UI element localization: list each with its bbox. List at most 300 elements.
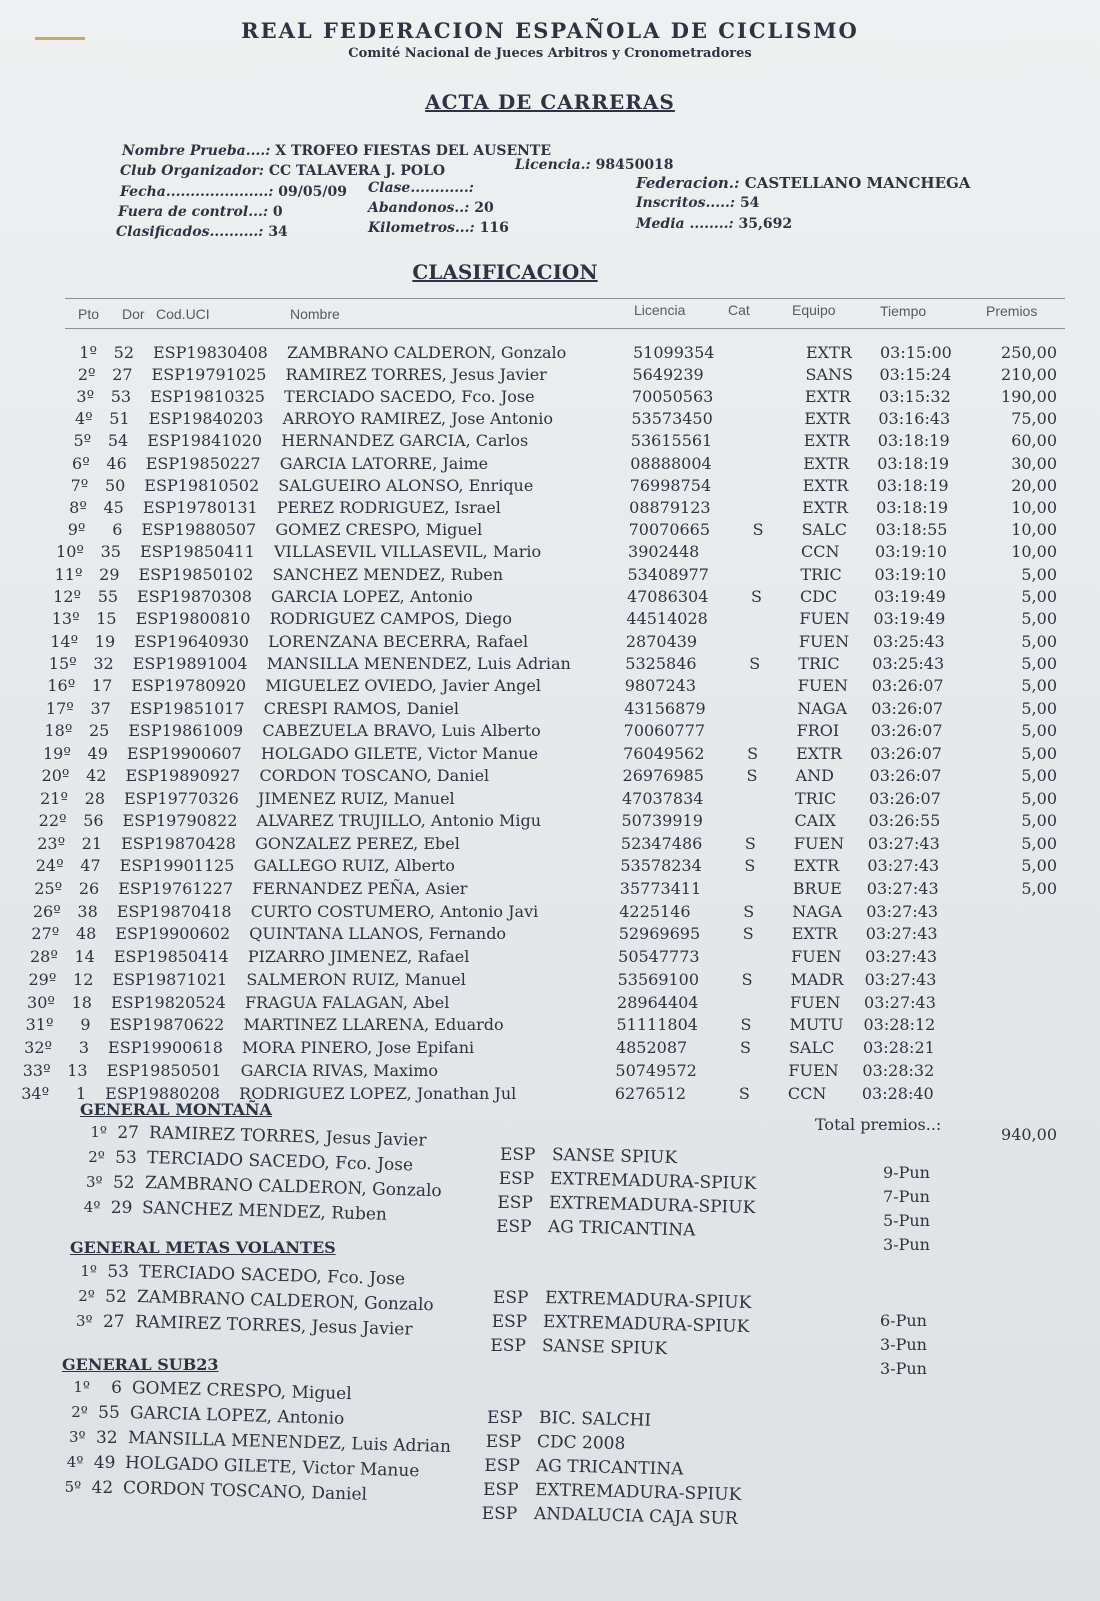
item-team: EXTREMADURA-SPIUK	[550, 1169, 757, 1195]
row-team: FUEN	[799, 609, 850, 629]
row-time: 03:18:19	[876, 475, 949, 495]
item-country: ESP	[481, 1504, 518, 1524]
info-nombre: Nombre Prueba....: X TROFEO FIESTAS DEL AUSENTE	[122, 143, 551, 159]
committee-subtitle: Comité Nacional de Jueces Arbitros y Cronometradores	[348, 46, 752, 61]
row-position: 12º	[53, 587, 82, 606]
row-licencia: 52347486	[620, 833, 703, 853]
row-licencia: 6276512	[614, 1083, 687, 1103]
table-row	[0, 409, 1100, 431]
row-team: FUEN	[797, 676, 849, 696]
table-row	[0, 993, 1100, 1015]
row-premio: 5,00	[1021, 631, 1057, 651]
table-row	[0, 1015, 1100, 1037]
row-cat: S	[744, 833, 756, 853]
row-dorsal: 50	[104, 475, 126, 495]
item-dorsal: 27	[102, 1312, 125, 1332]
row-licencia: 52969695	[618, 924, 701, 944]
table-row	[0, 454, 1100, 476]
row-premio: 5,00	[1021, 564, 1057, 584]
row-uci-code: ESP19880208	[105, 1083, 220, 1103]
item-dorsal: 6	[111, 1378, 122, 1398]
item-dorsal: 52	[105, 1287, 127, 1307]
row-premio: 5,00	[1021, 879, 1057, 899]
row-name: ZAMBRANO CALDERON, Gonzalo	[287, 343, 567, 362]
row-team: EXTR	[791, 924, 838, 944]
row-cat: S	[740, 1015, 752, 1035]
item-team: ANDALUCIA CAJA SUR	[533, 1504, 738, 1529]
col-header-licencia: Licencia	[634, 302, 686, 318]
item-points: 7-Pun	[883, 1187, 930, 1206]
table-row	[0, 902, 1100, 924]
row-time: 03:27:43	[866, 901, 939, 921]
item-position: 4º	[83, 1198, 101, 1216]
row-dorsal: 26	[78, 879, 100, 899]
item-team-line	[490, 1336, 668, 1360]
row-dorsal: 15	[96, 609, 117, 629]
row-premio: 10,00	[1011, 542, 1057, 562]
row-dorsal: 54	[107, 431, 129, 451]
document-title: ACTA DE CARRERAS	[425, 90, 675, 114]
row-position: 27º	[31, 924, 60, 944]
item-team: AG TRICANTINA	[547, 1217, 696, 1241]
row-uci-code: ESP19870428	[121, 833, 236, 853]
row-time: 03:27:43	[866, 879, 939, 899]
row-premio: 5,00	[1021, 856, 1057, 876]
row-time: 03:26:07	[869, 788, 941, 808]
item-name: RAMIREZ TORRES, Jesus Javier	[148, 1123, 427, 1151]
row-dorsal: 35	[100, 542, 121, 562]
table-row	[0, 609, 1100, 631]
row-position: 29º	[28, 969, 57, 989]
table-row	[0, 387, 1100, 409]
table-row	[0, 856, 1100, 878]
item-team: AG TRICANTINA	[535, 1456, 684, 1480]
item-position: 2º	[78, 1287, 95, 1305]
row-time: 03:28:12	[863, 1015, 936, 1035]
row-position: 21º	[40, 788, 68, 808]
item-team: EXTREMADURA-SPIUK	[544, 1288, 752, 1314]
row-position: 16º	[47, 676, 76, 696]
row-dorsal: 38	[77, 901, 98, 921]
item-country: ESP	[483, 1480, 519, 1500]
item-position: 1º	[90, 1123, 107, 1141]
table-row	[0, 879, 1100, 901]
item-country: ESP	[491, 1312, 528, 1332]
col-header-cat: Cat	[728, 302, 750, 318]
list-item	[0, 1478, 1100, 1505]
info-clase: Clase............:	[368, 180, 474, 196]
list-item	[0, 1378, 1100, 1405]
row-position: 10º	[56, 542, 84, 562]
row-licencia: 76998754	[629, 475, 712, 495]
row-name: CURTO COSTUMERO, Antonio Javi	[250, 901, 539, 921]
table-row	[0, 789, 1100, 811]
row-uci-code: ESP19850501	[106, 1060, 222, 1080]
row-position: 23º	[37, 833, 66, 853]
row-licencia: 51099354	[633, 343, 715, 362]
row-position: 34º	[21, 1083, 50, 1103]
row-time: 03:15:00	[880, 343, 952, 362]
row-dorsal: 9	[80, 1015, 91, 1035]
item-name: ZAMBRANO CALDERON, Gonzalo	[136, 1287, 434, 1316]
item-name: GOMEZ CRESPO, Miguel	[131, 1378, 352, 1405]
row-dorsal: 1	[75, 1083, 87, 1103]
row-team: EXTR	[793, 856, 840, 876]
row-uci-code: ESP19850414	[113, 947, 229, 967]
row-name: SALMERON RUIZ, Manuel	[246, 969, 466, 989]
row-name: RAMIREZ TORRES, Jesus Javier	[285, 365, 547, 385]
row-position: 26º	[32, 901, 61, 921]
item-position: 3º	[68, 1428, 86, 1446]
col-header-dor: Dor	[122, 306, 145, 322]
row-licencia: 53408977	[627, 564, 709, 584]
row-uci-code: ESP19900602	[115, 924, 231, 944]
row-name: HERNANDEZ GARCIA, Carlos	[281, 431, 529, 451]
row-name: RODRIGUEZ LOPEZ, Jonathan Jul	[239, 1083, 517, 1103]
row-dorsal: 17	[91, 676, 113, 696]
row-position: 17º	[45, 698, 74, 718]
row-uci-code: ESP19761227	[118, 879, 234, 899]
row-position: 3º	[76, 387, 95, 407]
row-time: 03:27:43	[865, 947, 937, 967]
row-name: GARCIA LOPEZ, Antonio	[271, 587, 473, 606]
item-name: TERCIADO SACEDO, Fco. Jose	[138, 1262, 406, 1290]
row-time: 03:26:07	[870, 721, 943, 741]
row-licencia: 51111804	[616, 1015, 698, 1035]
row-licencia: 5325846	[625, 654, 697, 674]
row-licencia: 50547773	[618, 947, 700, 967]
row-premio: 5,00	[1021, 676, 1057, 696]
row-licencia: 70070665	[628, 520, 711, 540]
row-dorsal: 46	[106, 453, 127, 473]
item-points: 3-Pun	[883, 1235, 930, 1254]
list-item	[0, 1428, 1100, 1458]
row-premio: 5,00	[1021, 587, 1057, 606]
item-team: BIC. SALCHI	[538, 1408, 652, 1431]
item-dorsal: 29	[110, 1198, 133, 1218]
row-uci-code: ESP19891004	[132, 654, 248, 674]
row-time: 03:28:40	[861, 1083, 934, 1103]
row-time: 03:19:10	[874, 564, 947, 584]
row-cat: S	[743, 901, 755, 921]
row-position: 9º	[67, 520, 86, 540]
header-rule-top	[65, 298, 1065, 299]
row-time: 03:18:19	[876, 497, 948, 517]
item-team: SANSE SPIUK	[551, 1145, 678, 1169]
row-time: 03:25:43	[872, 654, 945, 674]
row-time: 03:27:43	[867, 833, 940, 853]
item-points: 3-Pun	[880, 1359, 927, 1378]
col-header-nombre: Nombre	[290, 306, 340, 322]
table-row	[0, 947, 1100, 969]
row-team: MUTU	[789, 1015, 844, 1035]
row-name: PEREZ RODRIGUEZ, Israel	[276, 497, 501, 517]
item-country: ESP	[500, 1145, 536, 1165]
row-name: RODRIGUEZ CAMPOS, Diego	[269, 609, 513, 629]
row-name: CRESPI RAMOS, Daniel	[263, 698, 459, 718]
row-premio: 60,00	[1011, 431, 1057, 451]
row-team: CCN	[801, 542, 840, 562]
table-row	[0, 565, 1100, 587]
row-premio: 250,00	[1001, 343, 1057, 362]
row-time: 03:27:43	[865, 924, 938, 944]
row-team: CCN	[787, 1083, 827, 1103]
row-dorsal: 6	[112, 520, 123, 540]
table-row	[0, 676, 1100, 698]
row-dorsal: 21	[81, 833, 103, 853]
row-position: 13º	[51, 609, 80, 629]
row-team: BRUE	[792, 879, 842, 899]
item-country: ESP	[498, 1169, 535, 1189]
info-abandonos: Abandonos..: 20	[368, 200, 494, 216]
col-header-tiempo: Tiempo	[880, 303, 927, 319]
item-name: RAMIREZ TORRES, Jesus Javier	[134, 1312, 413, 1340]
row-premio: 10,00	[1011, 497, 1057, 517]
row-dorsal: 28	[84, 788, 105, 808]
row-position: 25º	[34, 879, 63, 899]
row-dorsal: 18	[71, 992, 92, 1012]
item-name: TERCIADO SACEDO, Fco. Jose	[146, 1148, 414, 1176]
info-licencia: Licencia.: 98450018	[515, 157, 674, 173]
row-cat: S	[741, 969, 753, 989]
row-uci-code: ESP19870308	[137, 587, 252, 606]
row-name: HOLGADO GILETE, Victor Manue	[260, 743, 539, 763]
row-uci-code: ESP19850102	[138, 564, 254, 584]
list-item	[0, 1123, 1100, 1151]
row-licencia: 53578234	[620, 856, 702, 876]
row-team: EXTR	[802, 475, 849, 495]
row-name: FERNANDEZ PEÑA, Asier	[252, 879, 468, 899]
row-licencia: 3902448	[628, 542, 700, 562]
row-name: CORDON TOSCANO, Daniel	[259, 766, 490, 786]
row-uci-code: ESP19900607	[126, 743, 242, 763]
row-cat: S	[742, 924, 754, 944]
list-item	[0, 1403, 1100, 1429]
row-time: 03:18:55	[875, 520, 948, 540]
row-team: EXTR	[803, 431, 850, 451]
row-name: GONZALEZ PEREZ, Ebel	[255, 833, 460, 853]
row-dorsal: 14	[74, 947, 95, 967]
row-licencia: 5649239	[632, 365, 704, 385]
row-licencia: 4225146	[619, 901, 691, 921]
row-team: MADR	[790, 969, 844, 989]
row-name: FRAGUA FALAGAN, Abel	[244, 992, 450, 1012]
row-position: 4º	[74, 409, 93, 429]
row-team: EXTR	[802, 497, 848, 517]
row-uci-code: ESP19820524	[110, 992, 226, 1012]
row-dorsal: 56	[83, 811, 104, 831]
item-name: ZAMBRANO CALDERON, Gonzalo	[144, 1173, 442, 1202]
item-name: SANCHEZ MENDEZ, Ruben	[142, 1198, 388, 1225]
row-premio: 210,00	[1001, 365, 1057, 385]
row-premio: 5,00	[1021, 654, 1057, 674]
row-time: 03:19:49	[873, 609, 946, 629]
row-dorsal: 47	[80, 856, 101, 876]
row-uci-code: ESP19791025	[151, 365, 267, 385]
row-position: 11º	[54, 564, 83, 584]
row-licencia: 50739919	[621, 811, 703, 831]
row-team: AND	[795, 766, 834, 786]
info-club: Club Organizador: CC TALAVERA J. POLO	[120, 163, 446, 179]
row-cat: S	[749, 654, 761, 674]
item-team: CDC 2008	[537, 1432, 626, 1455]
row-team: EXTR	[804, 409, 851, 429]
row-cat: S	[746, 766, 758, 786]
row-dorsal: 25	[88, 721, 110, 741]
row-position: 8º	[69, 497, 87, 517]
total-premios-value: 940,00	[1001, 1125, 1057, 1144]
item-country: ESP	[490, 1336, 526, 1356]
item-dorsal: 55	[98, 1403, 120, 1423]
row-dorsal: 52	[113, 343, 134, 362]
row-team: TRIC	[800, 564, 842, 584]
general-sub23-title: GENERAL SUB23	[62, 1355, 219, 1374]
row-licencia: 2870439	[625, 631, 698, 651]
row-team: EXTR	[803, 453, 850, 473]
table-row	[0, 498, 1100, 520]
row-uci-code: ESP19790822	[122, 811, 238, 831]
row-uci-code: ESP19830408	[153, 343, 268, 362]
row-time: 03:28:21	[862, 1038, 935, 1058]
table-row	[0, 924, 1100, 946]
item-position: 5º	[64, 1478, 82, 1496]
row-time: 03:19:49	[873, 587, 946, 606]
info-kilometros: Kilometros...: 116	[368, 220, 509, 236]
row-dorsal: 13	[67, 1060, 88, 1080]
info-inscritos: Inscritos.....: 54	[636, 195, 760, 211]
general-montana-title: GENERAL MONTAÑA	[80, 1100, 272, 1119]
row-licencia: 4852087	[615, 1038, 688, 1058]
row-licencia: 28964404	[617, 992, 699, 1012]
row-name: GOMEZ CRESPO, Miguel	[275, 520, 483, 540]
item-dorsal: 53	[115, 1148, 137, 1168]
row-uci-code: ESP19850227	[145, 453, 261, 473]
table-row	[0, 542, 1100, 564]
table-row	[0, 1038, 1100, 1060]
item-dorsal: 49	[93, 1453, 116, 1473]
row-position: 31º	[25, 1015, 54, 1035]
item-dorsal: 42	[91, 1478, 114, 1498]
general-metas-title: GENERAL METAS VOLANTES	[70, 1238, 336, 1257]
item-points: 9-Pun	[883, 1163, 930, 1182]
row-licencia: 44514028	[626, 609, 708, 629]
row-team: EXTR	[796, 743, 842, 763]
row-uci-code: ESP19770326	[124, 788, 239, 808]
info-fuera: Fuera de control...: 0	[118, 204, 283, 220]
row-time: 03:15:24	[879, 365, 952, 385]
row-position: 19º	[43, 743, 71, 763]
row-licencia: 53615561	[630, 431, 713, 451]
list-item	[0, 1287, 1100, 1316]
row-name: MIGUELEZ OVIEDO, Javier Angel	[265, 676, 541, 696]
item-position: 2º	[71, 1403, 88, 1421]
row-licencia: 70060777	[623, 721, 706, 741]
row-uci-code: ESP19841020	[147, 431, 263, 451]
info-media: Media ........: 35,692	[636, 216, 793, 232]
table-row	[0, 744, 1100, 766]
row-position: 1º	[79, 343, 97, 362]
row-dorsal: 51	[109, 409, 130, 429]
row-licencia: 43156879	[624, 698, 706, 718]
row-name: JIMENEZ RUIZ, Manuel	[258, 788, 455, 808]
row-name: ALVAREZ TRUJILLO, Antonio Migu	[256, 811, 541, 831]
row-time: 03:18:19	[877, 453, 950, 473]
row-time: 03:26:07	[871, 676, 944, 696]
row-uci-code: ESP19901125	[119, 856, 235, 876]
row-position: 14º	[50, 631, 79, 651]
item-name: CORDON TOSCANO, Daniel	[122, 1478, 368, 1505]
list-item	[0, 1262, 1100, 1290]
row-position: 33º	[22, 1060, 51, 1080]
row-time: 03:27:43	[864, 992, 936, 1012]
row-time: 03:18:19	[877, 431, 950, 451]
row-dorsal: 32	[93, 654, 114, 674]
row-licencia: 9807243	[624, 676, 697, 696]
row-name: PIZARRO JIMENEZ, Rafael	[247, 947, 470, 967]
row-name: MANSILLA MENENDEZ, Luis Adrian	[266, 654, 571, 674]
row-uci-code: ESP19810325	[150, 387, 265, 407]
row-licencia: 08888004	[630, 453, 712, 473]
row-licencia: 76049562	[623, 743, 705, 763]
row-premio: 5,00	[1021, 609, 1057, 629]
row-premio: 20,00	[1011, 475, 1057, 495]
item-points: 5-Pun	[883, 1211, 930, 1230]
row-position: 32º	[24, 1038, 53, 1058]
row-licencia: 47086304	[626, 587, 709, 606]
item-country: ESP	[484, 1456, 520, 1476]
col-header-uci: Cod.UCI	[156, 306, 210, 322]
item-dorsal: 53	[107, 1262, 129, 1282]
item-position: 1º	[80, 1262, 97, 1280]
item-team: EXTREMADURA-SPIUK	[534, 1480, 742, 1506]
row-position: 5º	[73, 431, 92, 451]
row-dorsal: 37	[90, 698, 111, 718]
row-team: FUEN	[793, 833, 845, 853]
row-premio: 5,00	[1021, 721, 1057, 741]
row-premio: 5,00	[1021, 788, 1057, 808]
item-country: ESP	[496, 1217, 532, 1237]
row-premio: 5,00	[1021, 698, 1057, 718]
row-premio: 10,00	[1011, 520, 1057, 540]
row-uci-code: ESP19810502	[144, 475, 260, 495]
row-dorsal: 27	[112, 365, 133, 385]
row-position: 15º	[48, 654, 77, 674]
item-dorsal: 27	[117, 1123, 139, 1143]
row-time: 03:28:32	[862, 1060, 935, 1080]
item-name: MANSILLA MENENDEZ, Luis Adrian	[127, 1428, 451, 1458]
row-licencia: 47037834	[622, 788, 704, 808]
row-uci-code: ESP19800810	[135, 609, 251, 629]
row-name: GALLEGO RUIZ, Alberto	[253, 856, 455, 876]
row-team: EXTR	[804, 387, 851, 407]
row-licencia: 26976985	[622, 766, 704, 786]
row-team: FUEN	[798, 631, 850, 651]
item-country: ESP	[487, 1408, 523, 1428]
row-team: CAIX	[794, 811, 836, 831]
row-name: LORENZANA BECERRA, Rafael	[268, 631, 529, 651]
row-dorsal: 53	[110, 387, 132, 407]
item-dorsal: 52	[112, 1173, 135, 1193]
item-position: 2º	[88, 1148, 105, 1166]
row-name: SANCHEZ MENDEZ, Ruben	[272, 564, 504, 584]
table-row	[0, 834, 1100, 856]
row-name: MORA PINERO, Jose Epifani	[242, 1038, 475, 1058]
row-uci-code: ESP19870622	[109, 1015, 225, 1035]
row-position: 7º	[70, 475, 89, 495]
row-name: GARCIA LATORRE, Jaime	[279, 453, 489, 473]
row-time: 03:26:07	[869, 766, 942, 786]
row-licencia: 70050563	[631, 387, 714, 407]
